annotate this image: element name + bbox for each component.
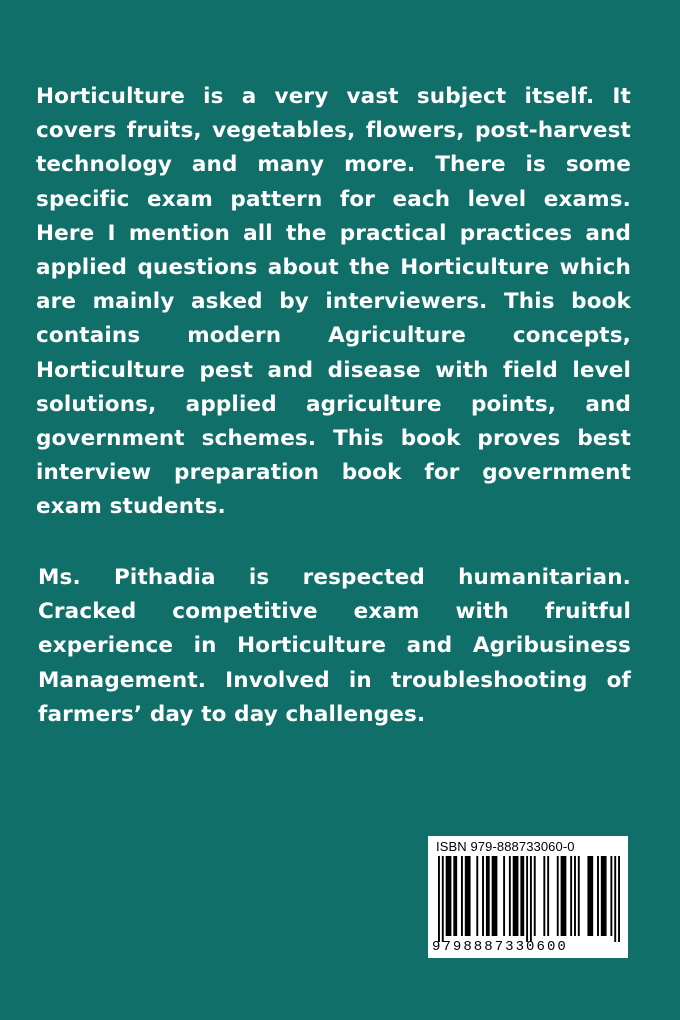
barcode-bar bbox=[547, 856, 549, 936]
barcode-bar bbox=[461, 856, 463, 936]
author-bio: Ms. Pithadia is respected humanitarian. Cracked competitive exam with fruitful experience in Horticulture and Agribusiness Management. Involved in troubleshooting of farmers’ day to day challenges. bbox=[38, 565, 631, 727]
barcode-bar bbox=[453, 856, 457, 936]
barcode-bar bbox=[446, 856, 452, 936]
barcode-guard-bar bbox=[442, 856, 444, 942]
barcode-bar bbox=[587, 856, 593, 936]
barcode-guard-bar bbox=[530, 856, 532, 942]
barcode-bar bbox=[610, 856, 612, 936]
barcode-guard-bar bbox=[438, 856, 440, 942]
book-description: Horticulture is a very vast subject itself. It covers fruits, vegetables, flowers, post-harvest technology and many more. There is some specific exam pattern for each level exams. Here I mention all the practical practices and applied questions about the Horticulture which are mainly asked by interviewers. This book contains modern Agriculture concepts, Horticulture pest and disease with field level solutions, applied agriculture points, and government schemes. This book proves best interview preparation book for government exam students. bbox=[36, 84, 631, 520]
barcode-bar bbox=[601, 856, 607, 936]
barcode-bar bbox=[574, 856, 576, 936]
barcode-bar bbox=[557, 856, 559, 936]
barcode-digits: 9798887330600 bbox=[432, 939, 568, 955]
barcode-bar bbox=[465, 856, 471, 936]
barcode-guard-bar bbox=[526, 856, 528, 942]
isbn-label: ISBN 979-888733060-0 bbox=[436, 839, 575, 854]
barcode-bar bbox=[476, 856, 478, 936]
barcode-bar bbox=[578, 856, 580, 936]
barcode-bar bbox=[482, 856, 484, 936]
barcode-bar bbox=[561, 856, 567, 936]
barcode-bar bbox=[503, 856, 505, 936]
barcode-bar bbox=[486, 856, 490, 936]
barcode-bar bbox=[492, 856, 498, 936]
barcode-bar bbox=[509, 856, 511, 936]
barcode-guard-bar bbox=[614, 856, 616, 942]
barcode-guard-bar bbox=[618, 856, 620, 942]
barcode-bar bbox=[597, 856, 599, 936]
barcode-bar bbox=[534, 856, 536, 936]
isbn-barcode bbox=[428, 836, 628, 958]
barcode-bar bbox=[543, 856, 545, 936]
barcode-bar bbox=[520, 856, 524, 936]
barcode-bar bbox=[570, 856, 572, 936]
barcode-bars bbox=[438, 856, 620, 942]
barcode-bar bbox=[513, 856, 519, 936]
